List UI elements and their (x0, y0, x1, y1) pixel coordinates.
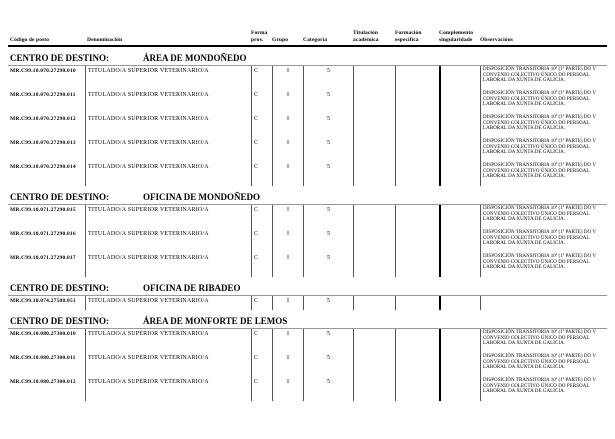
centro-destino-name: OFICINA DE MONDOÑEDO (143, 192, 261, 202)
forma-prov-cell: C (251, 114, 272, 138)
observacions-line: DISPOSICIÓN TRANSITORIA 10ª (1ª PARTE) DO V (483, 67, 597, 72)
codigo-cell: MR.C99.10.071.27290.017 (10, 255, 76, 261)
observacions-line: CONVENIO COLECTIVO ÚNICO DO PERSOAL (483, 144, 590, 150)
titulacion-cell (353, 377, 395, 401)
table-header (8, 30, 607, 47)
categoria-cell: 5 (303, 353, 353, 377)
grupo-cell: I (272, 138, 303, 162)
header-forma-line1: Forma (251, 30, 268, 36)
centro-destino-label: CENTRO DE DESTINO: (10, 316, 110, 326)
table-row (8, 138, 607, 162)
observacions-line: LABORAL DA XUNTA DE GALICIA. (483, 341, 566, 347)
complemento-cell (439, 114, 480, 138)
section-rows (8, 296, 607, 310)
grupo-cell: I (272, 296, 303, 310)
denominacion-cell: TITULADO/A SUPERIOR VETERINARIO/A (85, 205, 251, 229)
table-row (8, 353, 607, 377)
denominacion-cell: TITULADO/A SUPERIOR VETERINARIO/A (85, 353, 251, 377)
observacions-line: CONVENIO COLECTIVO ÚNICO DO PERSOAL (483, 359, 590, 365)
denominacion-cell: TITULADO/A SUPERIOR VETERINARIO/A (85, 114, 251, 138)
formacion-cell (395, 296, 439, 310)
complemento-cell (439, 377, 480, 401)
header-grupo (272, 37, 303, 44)
complemento-cell (439, 66, 480, 90)
observacions-line: CONVENIO COLECTIVO ÚNICO DO PERSOAL (483, 335, 590, 341)
codigo-cell: MR.C99.10.071.27290.015 (10, 207, 76, 213)
categoria-cell: 5 (303, 162, 353, 186)
categoria-cell: 5 (303, 296, 353, 310)
formacion-cell (395, 162, 439, 186)
formacion-cell (395, 205, 439, 229)
observacions-line: LABORAL DA XUNTA DE GALICIA. (483, 150, 566, 156)
table-row (8, 66, 607, 90)
table-row (8, 296, 607, 310)
table-row (8, 377, 607, 401)
header-codigo-label: Código de posto (10, 36, 50, 43)
table-row (8, 329, 607, 353)
forma-prov-cell: C (251, 162, 272, 186)
table-row (8, 114, 607, 138)
formacion-cell (395, 377, 439, 401)
grupo-cell: I (272, 329, 303, 353)
observacions-line: CONVENIO COLECTIVO ÚNICO DO PERSOAL (483, 211, 590, 217)
titulacion-cell (353, 353, 395, 377)
categoria-cell: 5 (303, 90, 353, 114)
codigo-cell: MR.C99.10.080.27300.011 (10, 355, 76, 361)
titulacion-cell (353, 253, 395, 277)
header-complemento-singularidade (439, 30, 480, 43)
centro-destino-heading (8, 190, 607, 205)
observacions-line: CONVENIO COLECTIVO ÚNICO DO PERSOAL (483, 235, 590, 241)
table-row (8, 205, 607, 229)
observacions-line: DISPOSICIÓN TRANSITORIA 10ª (1ª PARTE) DO V (483, 91, 597, 96)
header-complemento-line1: Complemento (439, 30, 474, 36)
centro-destino-label: CENTRO DE DESTINO: (10, 192, 110, 202)
observacions-line: CONVENIO COLECTIVO ÚNICO DO PERSOAL (483, 259, 590, 265)
formacion-cell (395, 138, 439, 162)
observacions-line: CONVENIO COLECTIVO ÚNICO DO PERSOAL (483, 120, 590, 126)
table-row (8, 253, 607, 277)
titulacion-cell (353, 138, 395, 162)
observacions-line: DISPOSICIÓN TRANSITORIA 10ª (1ª PARTE) DO V (483, 139, 597, 144)
denominacion-cell: TITULADO/A SUPERIOR VETERINARIO/A (85, 162, 251, 186)
codigo-cell: MR.C99.10.070.27290.012 (10, 116, 76, 122)
observacions-line: LABORAL DA XUNTA DE GALICIA. (483, 389, 566, 395)
observacions-line: CONVENIO COLECTIVO ÚNICO DO PERSOAL (483, 72, 590, 78)
table-row (8, 162, 607, 186)
categoria-cell: 5 (303, 138, 353, 162)
table-body (8, 51, 607, 401)
formacion-cell (395, 114, 439, 138)
observacions-cell (480, 353, 607, 377)
observacions-cell (480, 114, 607, 138)
centro-destino-name: OFICINA DE RIBADEO (143, 283, 241, 293)
observacions-line: CONVENIO COLECTIVO ÚNICO DO PERSOAL (483, 383, 590, 389)
codigo-cell: MR.C99.10.070.27290.010 (10, 68, 76, 74)
complemento-cell (439, 353, 480, 377)
centro-destino-label: CENTRO DE DESTINO: (10, 53, 110, 63)
denominacion-cell: TITULADO/A SUPERIOR VETERINARIO/A (85, 329, 251, 353)
header-grupo-label: Grupo (272, 36, 289, 43)
header-categoria-label: Categoría (303, 36, 328, 43)
forma-prov-cell: C (251, 90, 272, 114)
observacions-line: DISPOSICIÓN TRANSITORIA 10ª (1ª PARTE) DO V (483, 378, 597, 383)
observacions-line: CONVENIO COLECTIVO ÚNICO DO PERSOAL (483, 168, 590, 174)
header-formacion-line1: Formación (395, 30, 422, 36)
table-row (8, 229, 607, 253)
observacions-line: LABORAL DA XUNTA DE GALICIA. (483, 365, 566, 371)
codigo-cell: MR.C99.10.074.27500.051 (10, 298, 76, 304)
codigo-cell: MR.C99.10.070.27290.011 (10, 92, 76, 98)
observacions-line: DISPOSICIÓN TRANSITORIA 10ª (1ª PARTE) DO V (483, 254, 597, 259)
header-forma-prov (251, 30, 272, 43)
categoria-cell: 5 (303, 253, 353, 277)
observacions-cell (480, 205, 607, 229)
denominacion-cell: TITULADO/A SUPERIOR VETERINARIO/A (85, 66, 251, 90)
observacions-line: LABORAL DA XUNTA DE GALICIA. (483, 78, 566, 84)
grupo-cell: I (272, 205, 303, 229)
observacions-line: LABORAL DA XUNTA DE GALICIA. (483, 102, 566, 108)
titulacion-cell (353, 114, 395, 138)
observacions-line: LABORAL DA XUNTA DE GALICIA. (483, 174, 566, 180)
denominacion-cell: TITULADO/A SUPERIOR VETERINARIO/A (85, 296, 251, 310)
formacion-cell (395, 229, 439, 253)
complemento-cell (439, 90, 480, 114)
forma-prov-cell: C (251, 229, 272, 253)
centro-destino-heading (8, 314, 607, 329)
grupo-cell: I (272, 162, 303, 186)
grupo-cell: I (272, 229, 303, 253)
header-titulacion-line2: académica (353, 36, 379, 43)
formacion-cell (395, 329, 439, 353)
observacions-line: LABORAL DA XUNTA DE GALICIA. (483, 265, 566, 271)
codigo-cell: MR.C99.10.070.27290.013 (10, 140, 76, 146)
observacions-line: DISPOSICIÓN TRANSITORIA 10ª (1ª PARTE) DO V (483, 330, 597, 335)
header-formacion-especifica (395, 30, 439, 43)
observacions-cell (480, 296, 607, 310)
grupo-cell: I (272, 66, 303, 90)
observacions-cell (480, 138, 607, 162)
observacions-cell (480, 162, 607, 186)
complemento-cell (439, 138, 480, 162)
titulacion-cell (353, 205, 395, 229)
centro-destino-section (8, 190, 607, 277)
forma-prov-cell: C (251, 329, 272, 353)
grupo-cell: I (272, 253, 303, 277)
formacion-cell (395, 353, 439, 377)
complemento-cell (439, 253, 480, 277)
complemento-cell (439, 162, 480, 186)
categoria-cell: 5 (303, 329, 353, 353)
denominacion-cell: TITULADO/A SUPERIOR VETERINARIO/A (85, 253, 251, 277)
titulacion-cell (353, 162, 395, 186)
forma-prov-cell: C (251, 205, 272, 229)
observacions-line: CONVENIO COLECTIVO ÚNICO DO PERSOAL (483, 96, 590, 102)
complemento-cell (439, 229, 480, 253)
header-categoria (303, 37, 353, 44)
categoria-cell: 5 (303, 66, 353, 90)
categoria-cell: 5 (303, 229, 353, 253)
categoria-cell: 5 (303, 377, 353, 401)
header-denominacion-label: Denominación (87, 36, 123, 43)
grupo-cell: I (272, 377, 303, 401)
observacions-line: LABORAL DA XUNTA DE GALICIA. (483, 217, 566, 223)
forma-prov-cell: C (251, 296, 272, 310)
categoria-cell: 5 (303, 114, 353, 138)
observacions-cell (480, 329, 607, 353)
section-rows (8, 205, 607, 277)
forma-prov-cell: C (251, 66, 272, 90)
codigo-cell: MR.C99.10.071.27290.016 (10, 231, 76, 237)
codigo-cell: MR.C99.10.080.27300.012 (10, 379, 76, 385)
codigo-cell: MR.C99.10.070.27290.014 (10, 164, 76, 170)
observacions-cell (480, 253, 607, 277)
header-titulacion-academica (353, 30, 395, 43)
observacions-line: DISPOSICIÓN TRANSITORIA 10ª (1ª PARTE) DO V (483, 354, 597, 359)
observacions-line: LABORAL DA XUNTA DE GALICIA. (483, 241, 566, 247)
observacions-line: DISPOSICIÓN TRANSITORIA 10ª (1ª PARTE) DO V (483, 115, 597, 120)
observacions-cell (480, 377, 607, 401)
titulacion-cell (353, 296, 395, 310)
observacions-line: DISPOSICIÓN TRANSITORIA 10ª (1ª PARTE) DO V (483, 206, 597, 211)
centro-destino-heading (8, 51, 607, 66)
observacions-line: DISPOSICIÓN TRANSITORIA 10ª (1ª PARTE) DO V (483, 230, 597, 235)
centro-destino-name: ÁREA DE MONFORTE DE LEMOS (143, 316, 288, 326)
centro-destino-section (8, 281, 607, 310)
forma-prov-cell: C (251, 377, 272, 401)
denominacion-cell: TITULADO/A SUPERIOR VETERINARIO/A (85, 90, 251, 114)
observacions-cell (480, 66, 607, 90)
section-rows (8, 66, 607, 186)
header-codigo-de-posto (8, 37, 85, 44)
section-rows (8, 329, 607, 401)
denominacion-cell: TITULADO/A SUPERIOR VETERINARIO/A (85, 229, 251, 253)
grupo-cell: I (272, 353, 303, 377)
complemento-cell (439, 205, 480, 229)
table-row (8, 90, 607, 114)
header-complemento-line2: singularidade (439, 36, 473, 43)
formacion-cell (395, 253, 439, 277)
complemento-cell (439, 296, 480, 310)
header-observacions (480, 37, 607, 44)
codigo-cell: MR.C99.10.080.27300.010 (10, 331, 76, 337)
observacions-cell (480, 90, 607, 114)
centro-destino-section (8, 51, 607, 186)
titulacion-cell (353, 90, 395, 114)
header-denominacion (85, 37, 251, 44)
observacions-line: LABORAL DA XUNTA DE GALICIA. (483, 126, 566, 132)
forma-prov-cell: C (251, 253, 272, 277)
forma-prov-cell: C (251, 353, 272, 377)
grupo-cell: I (272, 114, 303, 138)
header-titulacion-line1: Titulación (353, 30, 379, 36)
centro-destino-label: CENTRO DE DESTINO: (10, 283, 110, 293)
header-observacions-label: Observacións (480, 36, 513, 43)
formacion-cell (395, 90, 439, 114)
categoria-cell: 5 (303, 205, 353, 229)
denominacion-cell: TITULADO/A SUPERIOR VETERINARIO/A (85, 138, 251, 162)
header-forma-line2: prov. (251, 36, 264, 43)
titulacion-cell (353, 329, 395, 353)
centro-destino-section (8, 314, 607, 401)
forma-prov-cell: C (251, 138, 272, 162)
titulacion-cell (353, 229, 395, 253)
centro-destino-heading (8, 281, 607, 296)
centro-destino-name: ÁREA DE MONDOÑEDO (143, 53, 247, 63)
formacion-cell (395, 66, 439, 90)
observacions-cell (480, 229, 607, 253)
complemento-cell (439, 329, 480, 353)
header-formacion-line2: específica (395, 36, 419, 43)
observacions-line: DISPOSICIÓN TRANSITORIA 10ª (1ª PARTE) DO V (483, 163, 597, 168)
denominacion-cell: TITULADO/A SUPERIOR VETERINARIO/A (85, 377, 251, 401)
titulacion-cell (353, 66, 395, 90)
grupo-cell: I (272, 90, 303, 114)
